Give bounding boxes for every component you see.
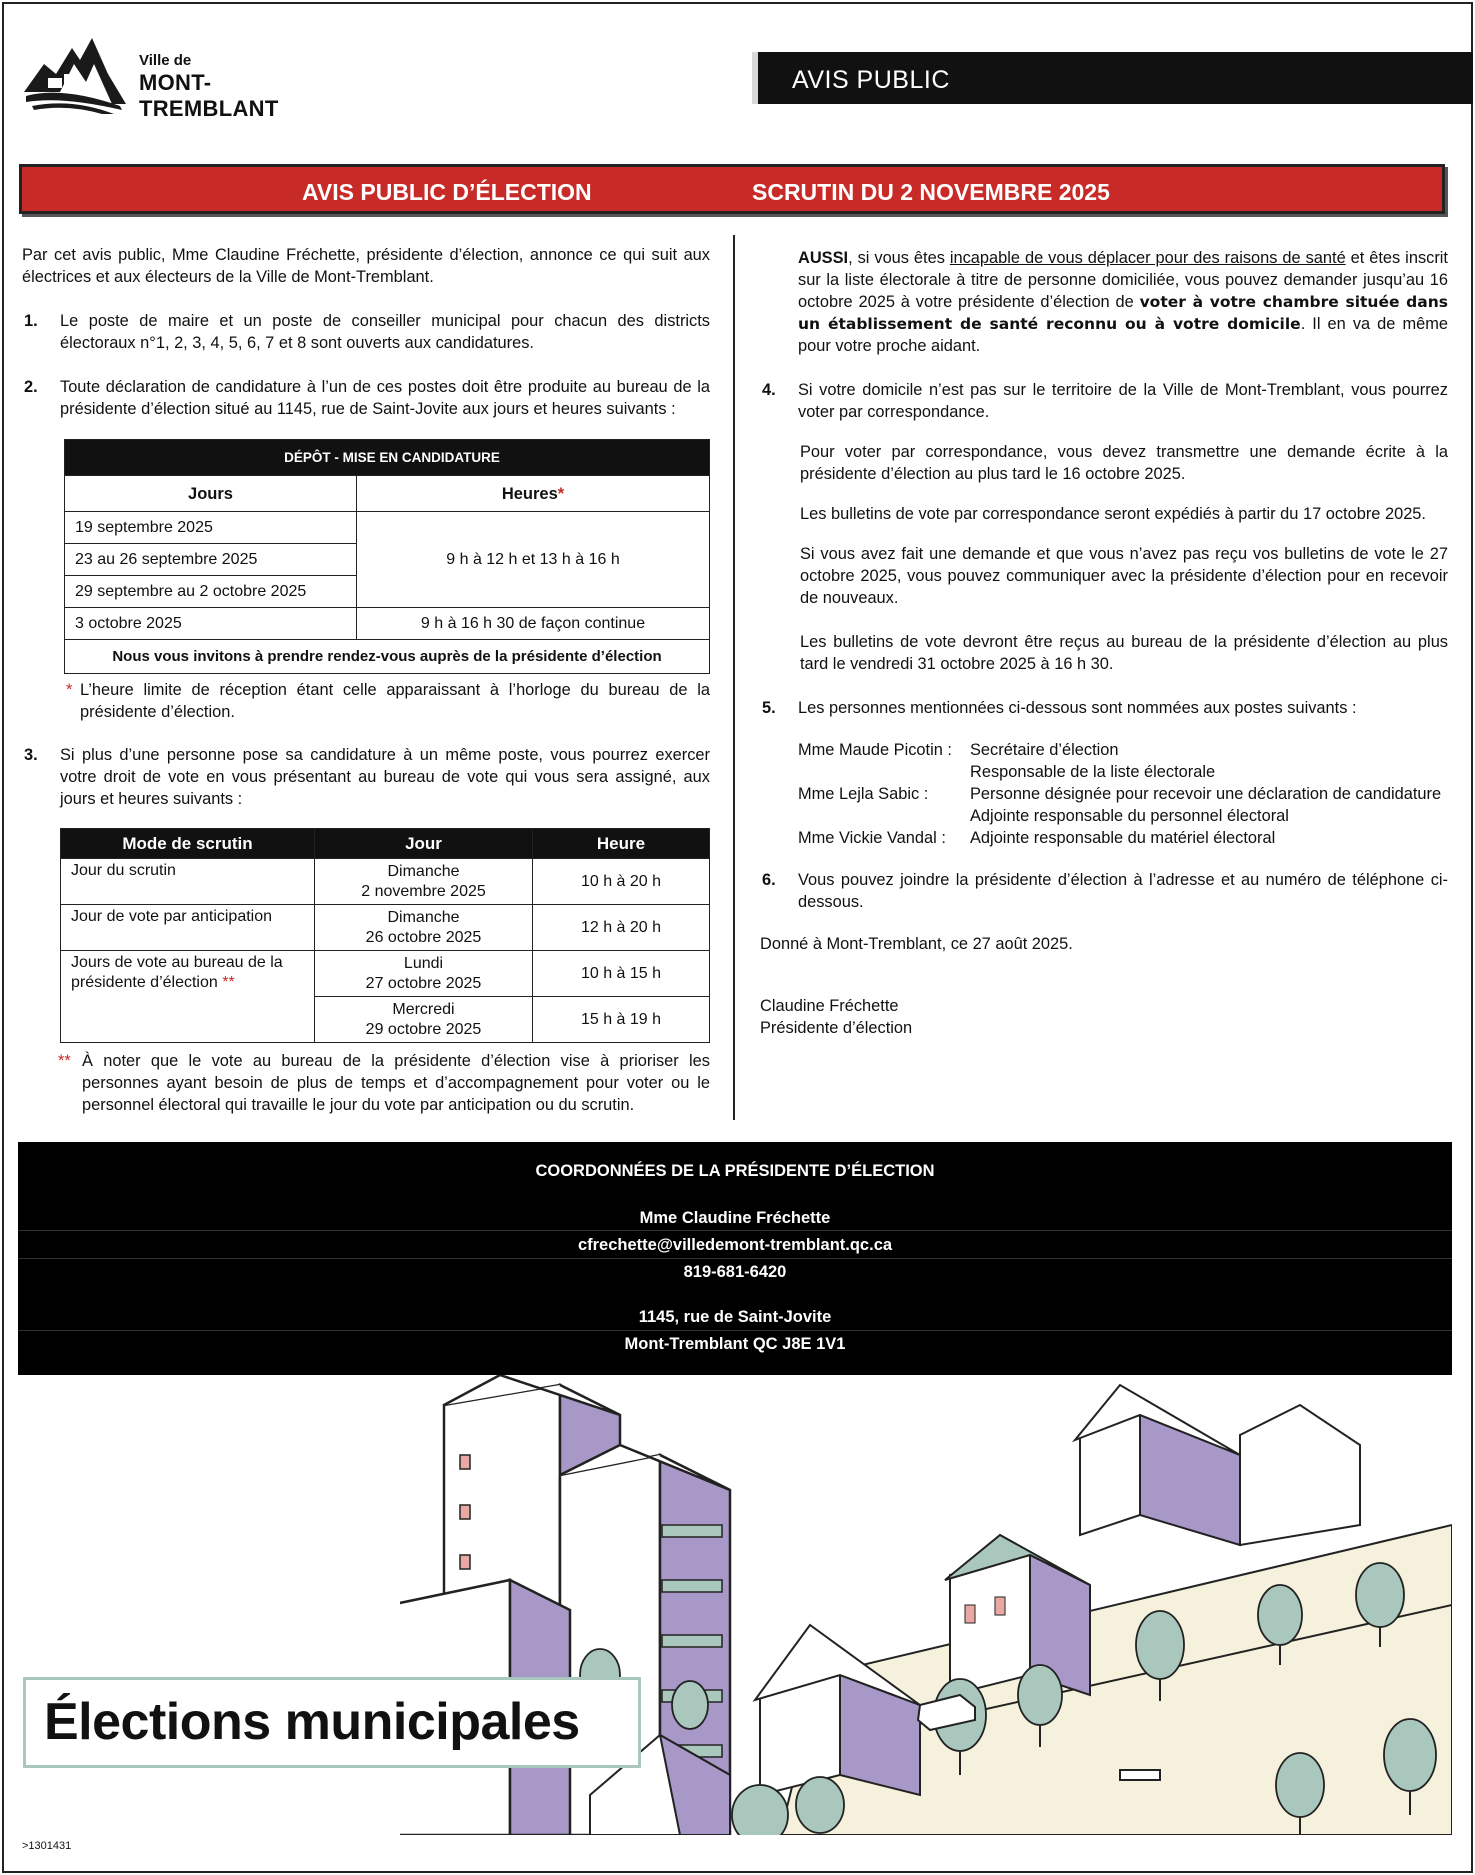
- role-title: Personne désignée pour recevoir une déclaration de candidature Adjointe responsable du personnel électoral: [970, 785, 1442, 825]
- item-text: Si plus d’une personne pose sa candidature à un même poste, vous pourrez exercer votre droit de vote en vous présentant au bureau de vote qui vous sera assigné, aux jours et heures suivants :: [60, 746, 710, 808]
- contact-address-1: 1145, rue de Saint-Jovite: [638, 1308, 832, 1326]
- item-number: 4.: [762, 381, 776, 399]
- column-divider: [733, 235, 735, 1120]
- contact-title: COORDONNÉES DE LA PRÉSIDENTE D’ÉLECTION: [535, 1162, 935, 1180]
- note-2: [58, 1050, 710, 1116]
- contact-divider: [18, 1230, 1452, 1231]
- item-number: 3.: [24, 746, 38, 764]
- candidature-table: [64, 439, 710, 674]
- hour-cell: 12 h à 20 h: [533, 905, 710, 951]
- item-1: [22, 310, 710, 354]
- mode-cell: Jour du scrutin: [61, 859, 315, 905]
- hours-cell: 9 h à 16 h 30 de façon continue: [357, 608, 710, 640]
- item-4-paragraph: Si vous avez fait une demande et que vous n’avez pas reçu vos bulletins de vote le 27 octobre 2025, vous pouvez communiquer avec la présidente d’élection pour en recevoir de nouveaux.: [800, 545, 1448, 607]
- intro-paragraph: Par cet avis public, Mme Claudine Fréchette, présidente d’élection, annonce ce qui suit aux électrices et aux électeurs de la Ville de Mont-Tremblant.: [22, 246, 710, 286]
- role-title: Secrétaire d’élection Responsable de la liste électorale: [970, 741, 1216, 781]
- city-logo: [22, 34, 342, 121]
- note-1: [66, 679, 710, 723]
- role-title: Adjointe responsable du matériel électoral: [970, 829, 1276, 847]
- candidature-table-title: DÉPÔT - MISE EN CANDIDATURE: [65, 440, 710, 476]
- candidature-table-wrap: [64, 439, 710, 674]
- role-person: Mme Vickie Vandal :: [798, 829, 946, 847]
- note-star: *: [66, 681, 73, 699]
- hour-cell: 10 h à 20 h: [533, 859, 710, 905]
- item-number: 5.: [762, 699, 776, 717]
- mountain-logo-icon: [22, 34, 132, 114]
- item-6: [760, 869, 1448, 913]
- contact-phone[interactable]: 819-681-6420: [683, 1263, 787, 1281]
- item-5: [760, 697, 1448, 719]
- table-row: 23 au 26 septembre 2025: [65, 544, 357, 576]
- elections-municipales-title: Élections municipales: [23, 1677, 641, 1768]
- day-cell: Dimanche 26 octobre 2025: [315, 905, 533, 951]
- mode-cell: Jour de vote par anticipation: [61, 905, 315, 951]
- item-4: [760, 379, 1448, 423]
- item-text: Le poste de maire et un poste de conseiller municipal pour chacun des districts électoraux n°1, 2, 3, 4, 5, 6, 7 et 8 sont ouverts aux candidatures.: [60, 312, 710, 352]
- hour-cell: 15 h à 19 h: [533, 997, 710, 1043]
- roles-table: [798, 739, 1448, 849]
- left-column: [22, 244, 710, 1116]
- aussi-paragraph: AUSSI, si vous êtes incapable de vous déplacer pour des raisons de santé et êtes inscrit sur la liste électorale à titre de personne domiciliée, vous pouvez demander jusqu’au 16 octobre 2025 à votre présidente d’élection de voter à votre chambre située dans un établissement de santé reconnu ou à votre domicile. Il en va de même pour votre proche aidant.: [798, 249, 1448, 355]
- item-3: [22, 744, 710, 810]
- col-jour: Jour: [315, 829, 533, 859]
- given-date: Donné à Mont-Tremblant, ce 27 août 2025.: [760, 935, 1073, 953]
- note-text: L’heure limite de réception étant celle apparaissant à l’horloge du bureau de la présidente d’élection.: [80, 681, 710, 721]
- item-number: 2.: [24, 378, 38, 396]
- item-number: 1.: [24, 312, 38, 330]
- reference-number: >1301431: [22, 1840, 72, 1852]
- role-person: Mme Lejla Sabic :: [798, 785, 929, 803]
- day-cell: Mercredi 29 octobre 2025: [315, 997, 533, 1043]
- day-cell: Dimanche 2 novembre 2025: [315, 859, 533, 905]
- right-column: [760, 247, 1448, 1039]
- role-person: Mme Maude Picotin :: [798, 741, 952, 759]
- table-row: 19 septembre 2025: [65, 512, 357, 544]
- appointment-note: Nous vous invitons à prendre rendez-vous auprès de la présidente d’élection: [65, 640, 710, 674]
- contact-block: [18, 1142, 1452, 1375]
- vote-table-wrap: [60, 828, 710, 1043]
- vote-table: [60, 828, 710, 1043]
- note-text: À noter que le vote au bureau de la présidente d’élection vise à prioriser les personnes ayant besoin de plus de temps et d’accompagnement pour voter ou le personnel électoral qui travaille le jour du vote par anticipation ou du scrutin.: [82, 1052, 710, 1114]
- banner-left-title: AVIS PUBLIC D’ÉLECTION: [302, 179, 592, 205]
- election-banner: [19, 164, 1445, 214]
- item-4-paragraph: Les bulletins de vote devront être reçus au bureau de la présidente d’élection au plus tard le vendredi 31 octobre 2025 à 16 h 30.: [800, 633, 1448, 673]
- item-text: Toute déclaration de candidature à l’un de ces postes doit être produite au bureau de la présidente d’élection situé au 1145, rue de Saint-Jovite aux jours et heures suivants :: [60, 378, 710, 418]
- signature-title: Présidente d’élection: [760, 1019, 913, 1037]
- item-number: 6.: [762, 871, 776, 889]
- col-mode: Mode de scrutin: [61, 829, 315, 859]
- item-text: Si votre domicile n’est pas sur le territoire de la Ville de Mont-Tremblant, vous pourrez voter par correspondance.: [798, 381, 1448, 421]
- avis-public-band: AVIS PUBLIC: [758, 52, 1473, 104]
- logo-ville: Ville de: [139, 52, 192, 69]
- contact-address-2: Mont-Tremblant QC J8E 1V1: [624, 1335, 846, 1353]
- table-row: 3 octobre 2025: [65, 608, 357, 640]
- banner-right-title: SCRUTIN DU 2 NOVEMBRE 2025: [752, 179, 1110, 205]
- table-row: 29 septembre au 2 octobre 2025: [65, 576, 357, 608]
- signature-name: Claudine Fréchette: [760, 997, 899, 1015]
- hour-cell: 10 h à 15 h: [533, 951, 710, 997]
- contact-name: Mme Claudine Fréchette: [639, 1209, 831, 1227]
- contact-divider: [18, 1330, 1452, 1331]
- col-heures: Heures*: [357, 476, 710, 512]
- contact-email[interactable]: cfrechette@villedemont-tremblant.qc.ca: [577, 1236, 893, 1254]
- col-heure: Heure: [533, 829, 710, 859]
- mode-cell: Jours de vote au bureau de la présidente d’élection **: [61, 951, 315, 1043]
- contact-divider: [18, 1258, 1452, 1259]
- item-text: Les personnes mentionnées ci-dessous sont nommées aux postes suivants :: [798, 699, 1357, 717]
- note-star: **: [58, 1052, 71, 1070]
- item-4-paragraph: Les bulletins de vote par correspondance seront expédiés à partir du 17 octobre 2025.: [800, 505, 1426, 523]
- item-4-paragraph: Pour voter par correspondance, vous devez transmettre une demande écrite à la présidente d’élection au plus tard le 16 octobre 2025.: [800, 443, 1448, 483]
- item-text: Vous pouvez joindre la présidente d’élection à l’adresse et au numéro de téléphone ci-dessous.: [798, 871, 1448, 911]
- hours-cell: 9 h à 12 h et 13 h à 16 h: [357, 512, 710, 608]
- day-cell: Lundi 27 octobre 2025: [315, 951, 533, 997]
- col-jours: Jours: [65, 476, 357, 512]
- item-2: [22, 376, 710, 420]
- logo-city-name: MONT-TREMBLANT: [139, 70, 279, 121]
